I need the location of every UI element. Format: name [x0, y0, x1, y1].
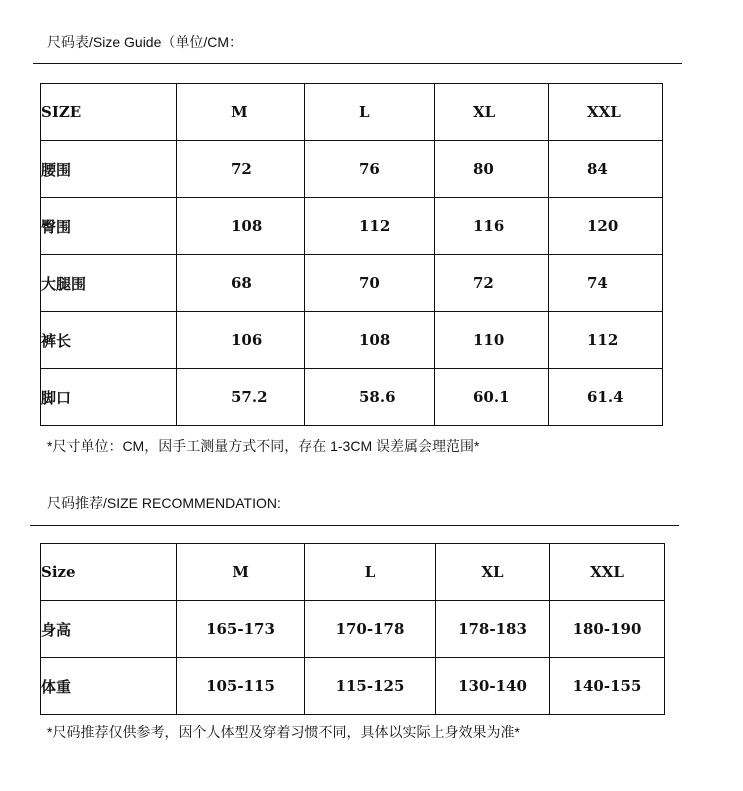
recommendation-table [40, 543, 665, 715]
table-cell: 108 [305, 312, 435, 369]
recommendation-note: *尺码推荐仅供参考，因个人体型及穿着习惯不同，具体以实际上身效果为准* [47, 724, 520, 740]
table-header-row [41, 84, 663, 141]
table-cell: 165-173 [177, 601, 305, 658]
table-cell: 58.6 [305, 369, 435, 426]
table-row [41, 198, 663, 255]
table-row [41, 255, 663, 312]
size-guide-heading: 尺码表/Size Guide（单位/CM： [47, 34, 244, 50]
header-cell: XXL [550, 544, 665, 601]
table-row [41, 312, 663, 369]
table-cell: 112 [549, 312, 663, 369]
table-cell: 170-178 [305, 601, 436, 658]
header-cell: L [305, 544, 436, 601]
table-cell: 105-115 [177, 658, 305, 715]
row-label: 裤长 [41, 312, 177, 369]
table-cell: 76 [305, 141, 435, 198]
header-cell: XL [436, 544, 550, 601]
table-cell: 72 [177, 141, 305, 198]
recommendation-heading: 尺码推荐/SIZE RECOMMENDATION: [47, 495, 281, 511]
row-label: 大腿围 [41, 255, 177, 312]
table-row [41, 601, 665, 658]
recommendation-divider [30, 525, 679, 526]
table-cell: 60.1 [435, 369, 549, 426]
table-cell: 180-190 [550, 601, 665, 658]
table-cell: 74 [549, 255, 663, 312]
header-cell: XXL [549, 84, 663, 141]
table-cell: 116 [435, 198, 549, 255]
table-cell: 120 [549, 198, 663, 255]
header-cell: L [305, 84, 435, 141]
table-cell: 80 [435, 141, 549, 198]
row-label: 腰围 [41, 141, 177, 198]
table-cell: 84 [549, 141, 663, 198]
table-cell: 61.4 [549, 369, 663, 426]
table-cell: 140-155 [550, 658, 665, 715]
row-label: 体重 [41, 658, 177, 715]
size-guide-table [40, 83, 663, 426]
table-cell: 110 [435, 312, 549, 369]
table-cell: 106 [177, 312, 305, 369]
header-cell: SIZE [41, 84, 177, 141]
row-label: 脚口 [41, 369, 177, 426]
header-cell: M [177, 84, 305, 141]
header-cell: M [177, 544, 305, 601]
table-row [41, 658, 665, 715]
size-guide-note: *尺寸单位：CM，因手工测量方式不同，存在 1-3CM 误差属会理范围* [47, 438, 480, 454]
header-cell: Size [41, 544, 177, 601]
table-cell: 68 [177, 255, 305, 312]
table-cell: 178-183 [436, 601, 550, 658]
table-cell: 130-140 [436, 658, 550, 715]
table-row [41, 141, 663, 198]
size-guide-divider [33, 63, 682, 64]
table-cell: 70 [305, 255, 435, 312]
table-header-row [41, 544, 665, 601]
row-label: 臀围 [41, 198, 177, 255]
table-cell: 108 [177, 198, 305, 255]
table-row [41, 369, 663, 426]
row-label: 身高 [41, 601, 177, 658]
table-cell: 115-125 [305, 658, 436, 715]
table-cell: 112 [305, 198, 435, 255]
table-cell: 72 [435, 255, 549, 312]
header-cell: XL [435, 84, 549, 141]
table-cell: 57.2 [177, 369, 305, 426]
